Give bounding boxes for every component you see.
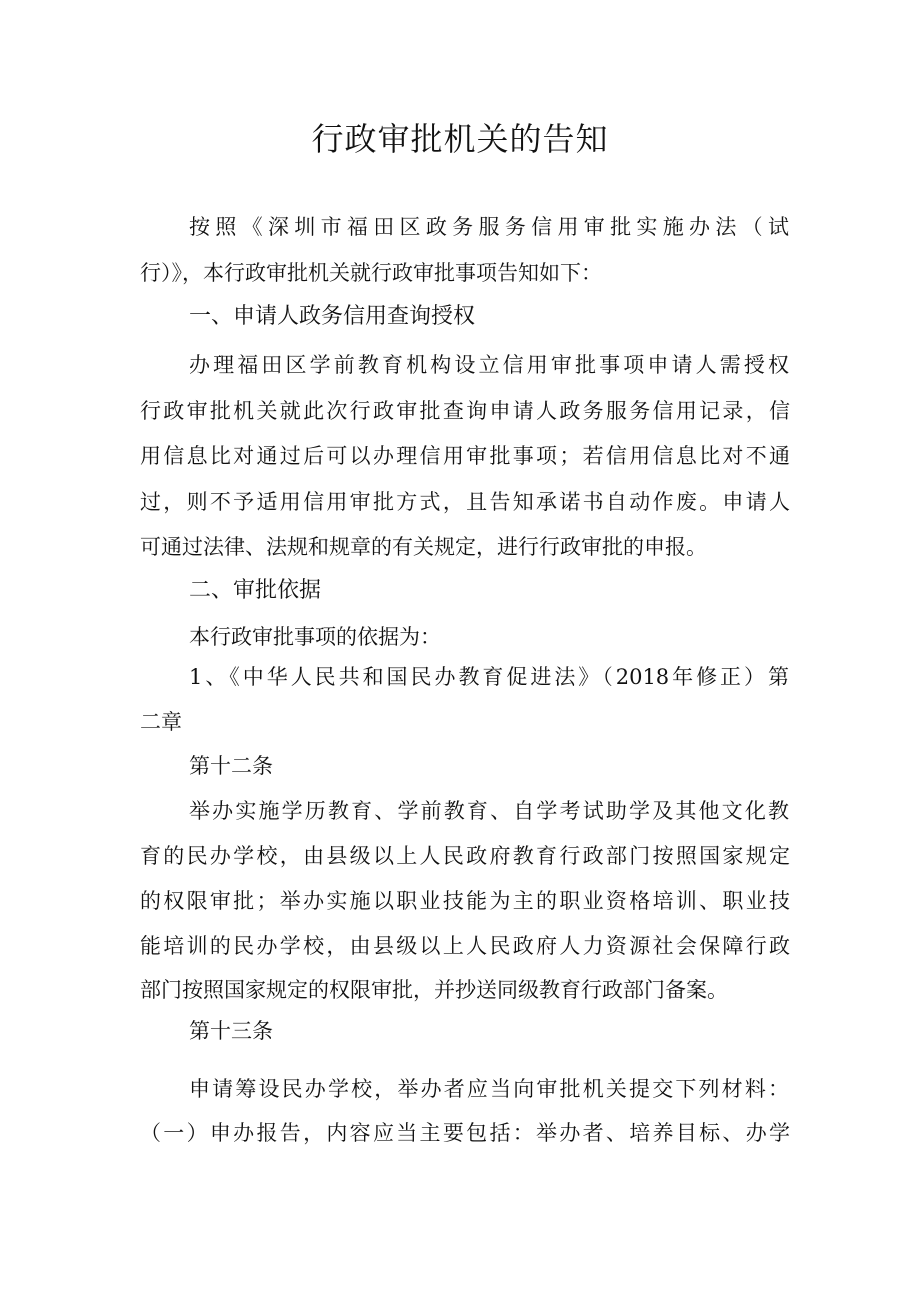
law-line-1: 1、《中华人民共和国民办教育促进法》（2018年修正）第 (189, 665, 789, 689)
article-12-line: 的权限审批；举办实施以职业技能为主的职业资格培训、职业技 (140, 889, 790, 913)
article-12-line: 部门按照国家规定的权限审批，并抄送同级教育行政部门备案。 (140, 978, 728, 1002)
section-1-line: 可通过法律、法规和规章的有关规定，进行行政审批的申报。 (140, 535, 707, 559)
law-line-2: 二章 (140, 710, 182, 734)
basis-intro: 本行政审批事项的依据为： (189, 625, 441, 649)
article-12-line: 举办实施学历教育、学前教育、自学考试助学及其他文化教 (189, 799, 789, 823)
section-1-line: 行政审批机关就此次行政审批查询申请人政务服务信用记录，信 (140, 399, 790, 423)
intro-line-1: 按照《深圳市福田区政务服务信用审批实施办法（试 (189, 215, 789, 239)
article-12-line: 育的民办学校，由县级以上人民政府教育行政部门按照国家规定 (140, 844, 790, 868)
article-13-line: 申请筹设民办学校，举办者应当向审批机关提交下列材料： (189, 1077, 789, 1101)
article-12-heading: 第十二条 (189, 754, 273, 778)
intro-line-2: 行）》，本行政审批机关就行政审批事项告知如下： (140, 261, 602, 285)
section-2-heading: 二、审批依据 (189, 578, 322, 603)
section-1-line: 过，则不予适用信用审批方式，且告知承诺书自动作废。申请人 (140, 490, 790, 514)
section-1-line: 办理福田区学前教育机构设立信用审批事项申请人需授权 (189, 353, 789, 377)
section-1-heading: 一、申请人政务信用查询授权 (189, 304, 476, 329)
article-12-line: 能培训的民办学校，由县级以上人民政府人力资源社会保障行政 (140, 934, 790, 958)
article-13-heading: 第十三条 (189, 1019, 273, 1043)
document-title: 行政审批机关的告知 (311, 120, 609, 158)
article-13-line: （一）申办报告，内容应当主要包括：举办者、培养目标、办学 (140, 1121, 790, 1145)
section-1-line: 用信息比对通过后可以办理信用审批事项；若信用信息比对不通 (140, 444, 790, 468)
